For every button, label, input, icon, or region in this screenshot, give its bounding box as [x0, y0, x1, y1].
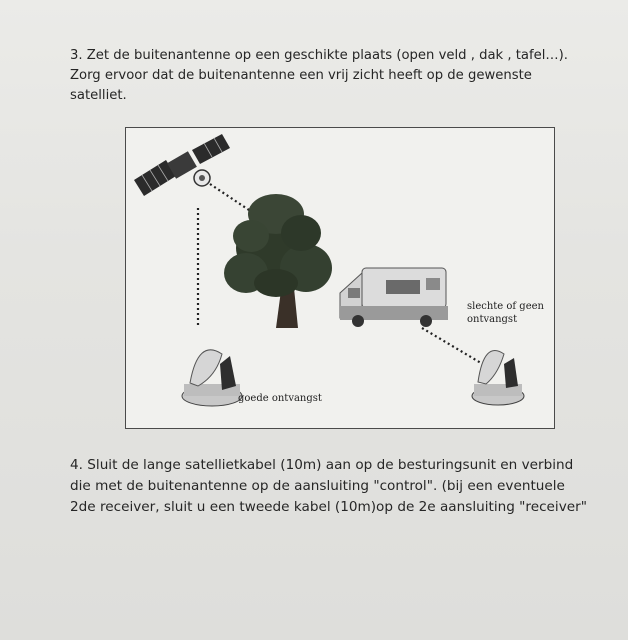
label-bad-reception: slechte of geen ontvangst	[467, 301, 544, 325]
reception-illustration	[125, 127, 555, 429]
illustration-drawing	[126, 128, 554, 428]
instruction-step-3: 3. Zet de buitenantenne op een geschikte plaats (open veld , dak , tafel…). Zorg ervoor dat de buitenantenne een vrij zicht heeft op de gewenste satelliet.	[70, 48, 568, 103]
antenna-bad-icon	[472, 351, 524, 406]
signal-weak-line	[422, 328, 486, 366]
camper-van-icon	[340, 268, 448, 327]
tree-icon	[224, 194, 332, 328]
instruction-step-4: 4. Sluit de lange satellietkabel (10m) aan op de besturingsunit en verbind die met de buitenantenne op de aansluiting "control". (bij een eventuele 2de receiver, sluit u een tweede kabel (10m)op de 2e aansluiting "receiver"	[70, 457, 587, 515]
antenna-good-icon	[182, 350, 242, 406]
label-good-reception: goede ontvangst	[238, 393, 322, 404]
